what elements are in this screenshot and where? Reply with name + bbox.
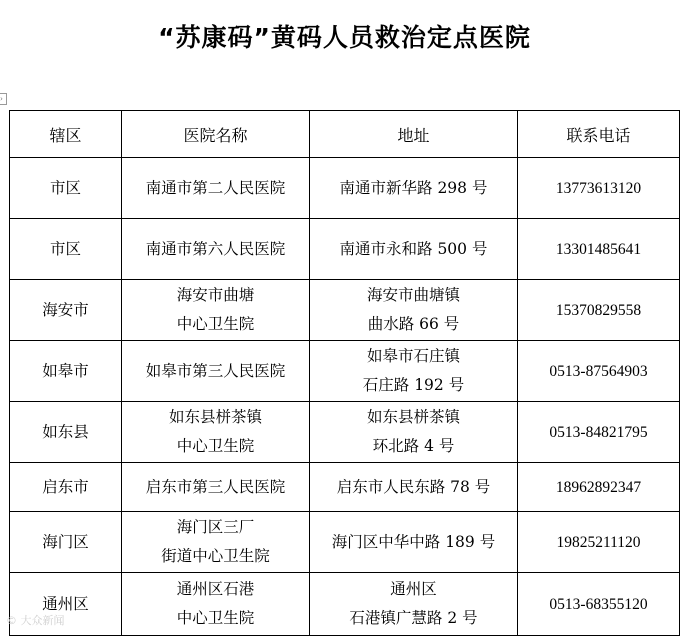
phone-cell xyxy=(518,402,680,463)
hospital-cell xyxy=(122,512,310,573)
address-cell xyxy=(310,573,518,636)
edge-marker-icon: › xyxy=(0,93,7,105)
address-cell xyxy=(310,512,518,573)
phone-cell xyxy=(518,463,680,512)
hospital-name-line: 中心卫生院 xyxy=(176,437,255,455)
address-cell xyxy=(310,402,518,463)
address-line: 启东市人民东路 78 号 xyxy=(336,477,491,496)
phone-cell xyxy=(518,573,680,636)
district-cell xyxy=(10,512,122,573)
address-line: 南通市永和路 500 号 xyxy=(339,239,488,258)
hospital-name-line: 启东市第三人民医院 xyxy=(145,477,286,496)
district-text: 海门区 xyxy=(42,532,89,551)
hospital-name-line: 中心卫生院 xyxy=(176,609,255,627)
district-text: 如皋市 xyxy=(42,361,89,380)
address-line: 石港镇广慧路 2 号 xyxy=(349,609,478,627)
table-body xyxy=(10,158,680,636)
address-cell xyxy=(310,280,518,341)
address-line: 海安市曲塘镇 xyxy=(366,286,460,304)
table-header-row xyxy=(10,111,680,158)
hospital-name-line: 南通市第六人民医院 xyxy=(145,239,286,258)
hospital-cell xyxy=(122,463,310,512)
table-row xyxy=(10,463,680,512)
phone-number: 15370829558 xyxy=(555,301,642,319)
hospital-name-line: 如皋市第三人民医院 xyxy=(145,361,286,380)
address-line: 南通市新华路 298 号 xyxy=(339,178,488,197)
phone-cell xyxy=(518,219,680,280)
phone-number: 13301485641 xyxy=(555,240,642,258)
hospital-name-line: 海门区三厂 xyxy=(176,518,255,536)
hospital-cell xyxy=(122,158,310,219)
district-text: 市区 xyxy=(49,178,81,197)
district-cell xyxy=(10,219,122,280)
hospital-name-line: 南通市第二人民医院 xyxy=(145,178,286,197)
header-address: 地址 xyxy=(310,111,518,158)
header-phone: 联系电话 xyxy=(518,111,680,158)
table-row xyxy=(10,512,680,573)
address-line: 如皋市石庄镇 xyxy=(366,347,460,365)
table-row xyxy=(10,158,680,219)
hospital-cell xyxy=(122,573,310,636)
phone-cell xyxy=(518,341,680,402)
phone-number: 13773613120 xyxy=(555,179,642,197)
hospital-cell xyxy=(122,341,310,402)
district-text: 海安市 xyxy=(42,300,89,319)
phone-number: 0513-68355120 xyxy=(549,595,648,613)
watermark: © 大众新闻 xyxy=(6,614,65,627)
district-text: 市区 xyxy=(49,239,81,258)
table-row xyxy=(10,341,680,402)
hospital-name-line: 通州区石港 xyxy=(176,580,255,598)
address-cell xyxy=(310,158,518,219)
table-row xyxy=(10,573,680,636)
phone-number: 18962892347 xyxy=(555,478,642,496)
district-text: 通州区 xyxy=(42,594,89,613)
phone-number: 19825211120 xyxy=(556,533,641,551)
header-hospital: 医院名称 xyxy=(122,111,310,158)
hospital-name-line: 街道中心卫生院 xyxy=(161,547,270,565)
address-line: 通州区 xyxy=(390,580,437,598)
address-line: 石庄路 192 号 xyxy=(362,376,465,394)
address-cell xyxy=(310,463,518,512)
address-cell xyxy=(310,219,518,280)
address-line: 如东县栟茶镇 xyxy=(366,408,460,426)
district-cell xyxy=(10,463,122,512)
address-line: 海门区中华中路 189 号 xyxy=(331,532,496,551)
phone-cell xyxy=(518,512,680,573)
table-row xyxy=(10,280,680,341)
hospital-name-line: 中心卫生院 xyxy=(176,315,255,333)
hospital-name-line: 海安市曲塘 xyxy=(176,286,255,304)
hospital-cell xyxy=(122,280,310,341)
phone-number: 0513-87564903 xyxy=(549,362,648,380)
phone-number: 0513-84821795 xyxy=(549,423,648,441)
district-text: 启东市 xyxy=(42,477,89,496)
district-cell xyxy=(10,158,122,219)
phone-cell xyxy=(518,158,680,219)
district-cell xyxy=(10,402,122,463)
header-district: 辖区 xyxy=(10,111,122,158)
hospital-cell xyxy=(122,219,310,280)
table-row xyxy=(10,219,680,280)
hospital-name-line: 如东县栟茶镇 xyxy=(168,408,262,426)
address-cell xyxy=(310,341,518,402)
district-cell xyxy=(10,280,122,341)
table-row xyxy=(10,402,680,463)
district-text: 如东县 xyxy=(42,422,89,441)
address-line: 曲水路 66 号 xyxy=(367,315,460,333)
hospital-cell xyxy=(122,402,310,463)
address-line: 环北路 4 号 xyxy=(372,437,455,455)
hospital-table xyxy=(9,110,680,636)
phone-cell xyxy=(518,280,680,341)
document-title: “苏康码”黄码人员救治定点医院 xyxy=(158,23,531,52)
district-cell xyxy=(10,341,122,402)
